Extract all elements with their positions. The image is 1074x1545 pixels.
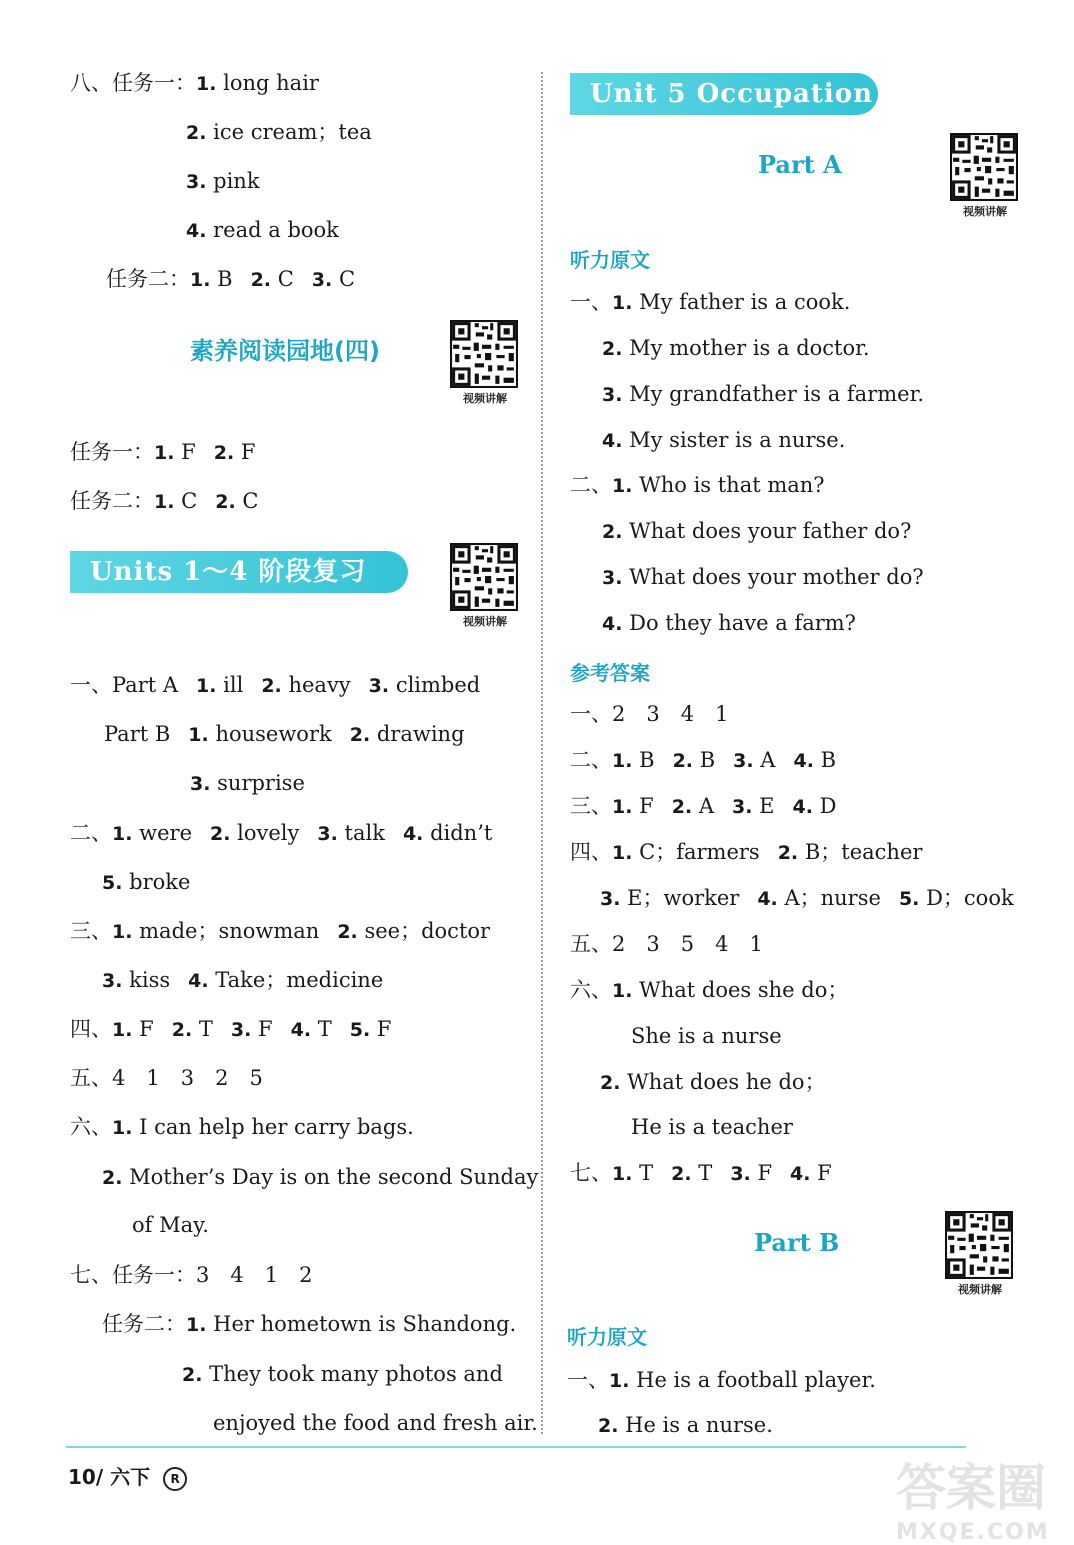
- qr-code-icon: [945, 1211, 1013, 1279]
- reading-line-2: 任务二：1. C 2. C: [70, 489, 259, 513]
- review-yi-3: 3. surprise: [190, 771, 305, 795]
- b-yi-1: 一、1. He is a football player.: [567, 1368, 876, 1392]
- review-liu-2: 2. Mother’s Day is on the second Sunday: [102, 1165, 539, 1189]
- review-liu-3: of May.: [132, 1213, 209, 1237]
- review-yi-1: 一、Part A 1. ill 2. heavy 3. climbed: [70, 673, 481, 697]
- qr-caption: 视频讲解: [463, 392, 507, 405]
- ans-yi: 一、2 3 4 1: [570, 702, 729, 726]
- ans-liu-4: He is a teacher: [631, 1115, 793, 1139]
- ans-san: 三、1. F 2. A 3. E 4. D: [570, 794, 837, 818]
- a-yi-3: 3. My grandfather is a farmer.: [602, 382, 924, 406]
- a-er-3: 3. What does your mother do?: [602, 565, 924, 589]
- review-yi-2: Part B 1. housework 2. drawing: [104, 722, 465, 746]
- review-si: 四、1. F 2. T 3. F 4. T 5. F: [70, 1017, 392, 1041]
- qr-code-icon: [450, 543, 518, 611]
- column-divider: [541, 72, 543, 1434]
- qr-code-part-a[interactable]: [950, 133, 1020, 219]
- ans-wu: 五、2 3 5 4 1: [570, 932, 763, 956]
- a-er-1: 二、1. Who is that man?: [570, 473, 825, 497]
- review-qi-1: 七、任务一：3 4 1 2: [70, 1263, 313, 1287]
- ba-line-1: 八、任务一：1. long hair: [70, 71, 319, 95]
- qr-code-icon: [450, 320, 518, 388]
- ans-er: 二、1. B 2. B 3. A 4. B: [570, 748, 837, 772]
- ba-line-2: 2. ice cream；tea: [186, 120, 372, 144]
- part-b-title: Part B: [754, 1228, 840, 1257]
- ba-line-4: 4. read a book: [186, 218, 339, 242]
- qr-caption: 视频讲解: [963, 205, 1007, 218]
- review-san-2: 3. kiss 4. Take；medicine: [102, 968, 384, 992]
- ans-si-2: 3. E；worker 4. A；nurse 5. D；cook: [600, 886, 1014, 910]
- edition-badge-icon: R: [163, 1467, 187, 1491]
- part-a-title: Part A: [758, 150, 842, 179]
- footer-rule: [66, 1446, 966, 1448]
- qr-caption: 视频讲解: [463, 615, 507, 628]
- review-banner: Units 1～4 阶段复习: [70, 551, 408, 593]
- unit-banner: Unit 5 Occupation: [570, 73, 878, 115]
- ans-liu-2: She is a nurse: [631, 1024, 782, 1048]
- a-yi-2: 2. My mother is a doctor.: [602, 336, 870, 360]
- watermark: 答案圈 MXQE.COM: [896, 1459, 1050, 1545]
- qr-code-part-b[interactable]: [945, 1211, 1015, 1297]
- a-yi-4: 4. My sister is a nurse.: [602, 428, 846, 452]
- grade-label: 六下: [110, 1465, 151, 1489]
- ba-line-5: 任务二：1. B 2. C 3. C: [106, 267, 356, 291]
- review-er-2: 5. broke: [102, 870, 191, 894]
- qr-caption: 视频讲解: [958, 1283, 1002, 1296]
- review-san-1: 三、1. made；snowman 2. see；doctor: [70, 919, 491, 943]
- review-qi-2: 任务二：1. Her hometown is Shandong.: [102, 1312, 517, 1336]
- reading-line-1: 任务一：1. F 2. F: [70, 440, 256, 464]
- a-er-2: 2. What does your father do?: [602, 519, 912, 543]
- page-footer: 10/ 六下 R: [68, 1461, 187, 1491]
- qr-code-review[interactable]: [450, 543, 520, 629]
- ans-liu-1: 六、1. What does she do；: [570, 978, 849, 1002]
- review-er-1: 二、1. were 2. lovely 3. talk 4. didn’t: [70, 821, 493, 845]
- review-wu: 五、4 1 3 2 5: [70, 1066, 263, 1090]
- review-liu-1: 六、1. I can help her carry bags.: [70, 1115, 414, 1139]
- qr-code-icon: [950, 133, 1018, 201]
- listening-label-a: 听力原文: [570, 248, 650, 272]
- b-yi-2: 2. He is a nurse.: [598, 1413, 773, 1437]
- a-er-4: 4. Do they have a farm?: [602, 611, 856, 635]
- listening-label-b: 听力原文: [567, 1325, 647, 1349]
- ans-qi: 七、1. T 2. T 3. F 4. F: [570, 1161, 832, 1185]
- reading-title: 素养阅读园地(四): [190, 337, 380, 365]
- qr-code-reading[interactable]: [450, 320, 520, 406]
- a-yi-1: 一、1. My father is a cook.: [570, 290, 851, 314]
- review-qi-3: 2. They took many photos and: [182, 1362, 503, 1386]
- review-qi-4: enjoyed the food and fresh air.: [213, 1411, 538, 1435]
- ba-line-3: 3. pink: [186, 169, 260, 193]
- ans-si-1: 四、1. C；farmers 2. B；teacher: [570, 840, 923, 864]
- ans-liu-3: 2. What does he do；: [600, 1070, 826, 1094]
- answers-label: 参考答案: [570, 661, 650, 685]
- page-number: 10: [68, 1465, 96, 1489]
